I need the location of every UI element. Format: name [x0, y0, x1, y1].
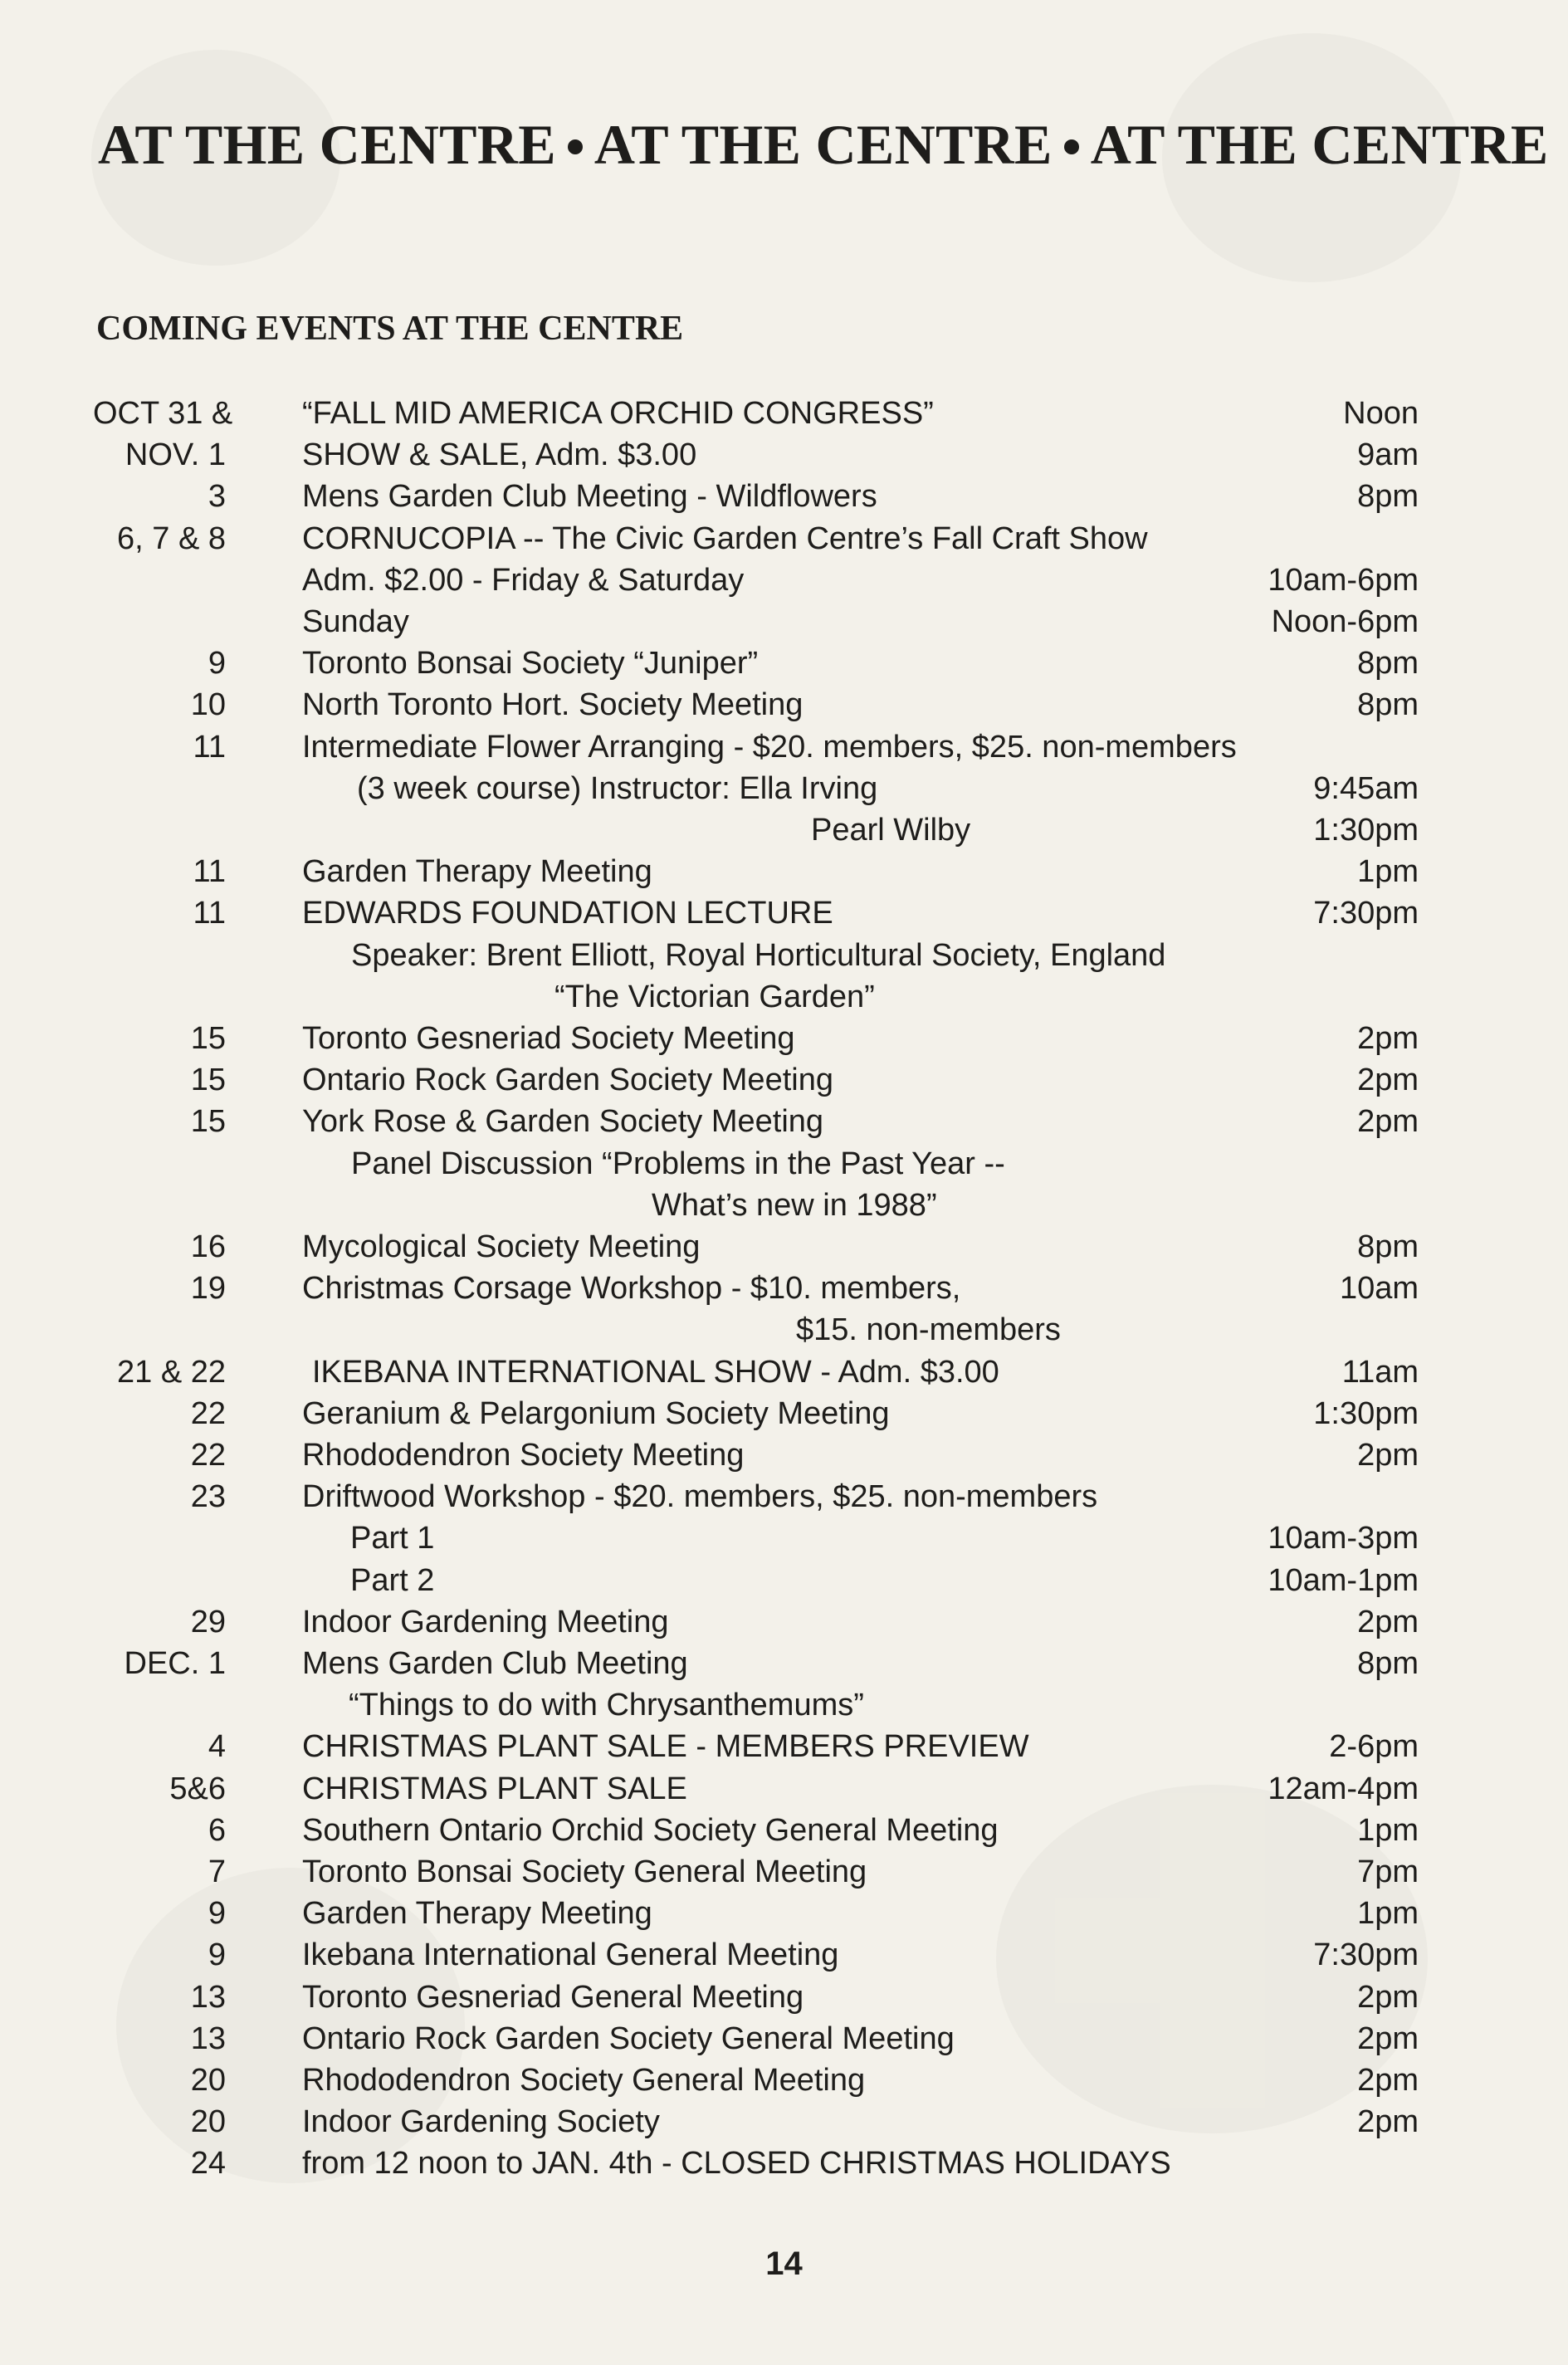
event-description: Ontario Rock Garden Society General Meeting — [302, 2021, 955, 2056]
event-row — [0, 1101, 1568, 1142]
event-description: from 12 noon to JAN. 4th - CLOSED CHRISTMAS HOLIDAYS — [302, 2146, 1171, 2182]
event-date: 22 — [190, 1438, 226, 1473]
event-row — [0, 2143, 1568, 2184]
page-title-part: AT THE CENTRE — [1090, 113, 1549, 176]
event-description: Rhododendron Society Meeting — [302, 1438, 745, 1473]
event-time: 7:30pm — [1313, 1937, 1419, 1973]
event-time: 2pm — [1357, 2063, 1419, 2098]
event-date: 29 — [190, 1604, 226, 1639]
event-row — [0, 1059, 1568, 1101]
event-description: IKEBANA INTERNATIONAL SHOW - Adm. $3.00 — [312, 1354, 999, 1390]
event-description: Indoor Gardening Meeting — [302, 1604, 669, 1639]
event-description: North Toronto Hort. Society Meeting — [302, 687, 804, 723]
event-description: Rhododendron Society General Meeting — [302, 2063, 866, 2098]
event-description: Christmas Corsage Workshop - $10. members, — [302, 1271, 961, 1307]
event-time: Noon-6pm — [1271, 604, 1419, 639]
event-time: 1pm — [1357, 1896, 1419, 1932]
event-description: EDWARDS FOUNDATION LECTURE — [302, 896, 833, 931]
event-date: DEC. 1 — [124, 1646, 226, 1681]
page-title — [98, 112, 1549, 178]
event-description: “The Victorian Garden” — [554, 979, 875, 1014]
event-description: Mens Garden Club Meeting — [302, 1646, 688, 1681]
event-date: 11 — [193, 729, 226, 765]
event-date: 23 — [190, 1479, 226, 1515]
event-time: 7:30pm — [1313, 896, 1419, 931]
event-time: 8pm — [1357, 1229, 1419, 1264]
event-time: 10am-1pm — [1268, 1562, 1419, 1598]
event-date: 19 — [190, 1271, 226, 1307]
event-row — [0, 2060, 1568, 2101]
event-description: Part 2 — [350, 1562, 435, 1598]
event-date: 3 — [208, 479, 226, 515]
event-description: Toronto Gesneriad General Meeting — [302, 1979, 804, 2015]
event-description: SHOW & SALE, Adm. $3.00 — [302, 437, 697, 473]
event-description: Driftwood Workshop - $20. members, $25. non-members — [302, 1479, 1098, 1515]
event-description: Geranium & Pelargonium Society Meeting — [302, 1395, 890, 1431]
event-description: Adm. $2.00 - Friday & Saturday — [302, 562, 745, 598]
event-date: 20 — [190, 2104, 226, 2140]
event-date: 24 — [190, 2146, 226, 2182]
event-description: CORNUCOPIA -- The Civic Garden Centre’s Fall Craft Show — [302, 520, 1148, 556]
event-row — [0, 684, 1568, 726]
event-date: 15 — [190, 1104, 226, 1140]
event-date: 21 & 22 — [117, 1354, 226, 1390]
event-time: 2pm — [1357, 2021, 1419, 2056]
event-row — [0, 726, 1568, 768]
event-row — [0, 935, 1568, 976]
event-date: 13 — [190, 2021, 226, 2056]
event-row — [0, 1309, 1568, 1351]
event-row — [0, 643, 1568, 684]
event-time: 1:30pm — [1313, 1395, 1419, 1431]
event-time: 11am — [1341, 1354, 1419, 1390]
event-date: 4 — [208, 1729, 226, 1765]
page-number: 14 — [765, 2245, 803, 2282]
event-row — [0, 1268, 1568, 1309]
event-description: Garden Therapy Meeting — [302, 1896, 652, 1932]
event-date: 10 — [190, 687, 226, 723]
event-time: 10am — [1339, 1271, 1419, 1307]
event-date: NOV. 1 — [125, 437, 226, 473]
event-time: 2pm — [1357, 1979, 1419, 2015]
event-time: 1pm — [1357, 854, 1419, 890]
event-time: 2pm — [1357, 1604, 1419, 1639]
event-row — [0, 1643, 1568, 1684]
event-row — [0, 1434, 1568, 1476]
event-row — [0, 476, 1568, 517]
event-date: 11 — [193, 854, 226, 890]
event-date: 20 — [190, 2063, 226, 2098]
event-description: Pearl Wilby — [811, 813, 971, 848]
event-row — [0, 1934, 1568, 1976]
event-time: 9:45am — [1313, 770, 1419, 806]
event-description: Garden Therapy Meeting — [302, 854, 652, 890]
event-description: Indoor Gardening Society — [302, 2104, 660, 2140]
event-description: CHRISTMAS PLANT SALE - MEMBERS PREVIEW — [302, 1729, 1029, 1765]
event-row — [0, 434, 1568, 476]
event-date: 15 — [190, 1021, 226, 1056]
event-time: 2pm — [1357, 1021, 1419, 1056]
event-row — [0, 1351, 1568, 1393]
event-row — [0, 892, 1568, 934]
event-date: 6 — [208, 1812, 226, 1848]
event-row — [0, 1893, 1568, 1934]
event-row — [0, 1851, 1568, 1893]
section-heading: COMING EVENTS AT THE CENTRE — [96, 310, 684, 348]
event-time: Noon — [1343, 396, 1419, 431]
event-row — [0, 1810, 1568, 1851]
event-time: 10am-6pm — [1268, 562, 1419, 598]
event-row — [0, 2101, 1568, 2143]
event-description: (3 week course) Instructor: Ella Irving — [357, 770, 878, 806]
event-time: 2pm — [1357, 1063, 1419, 1098]
event-description: Toronto Bonsai Society General Meeting — [302, 1854, 867, 1889]
event-row — [0, 851, 1568, 892]
event-time: 8pm — [1357, 646, 1419, 682]
event-row — [0, 1560, 1568, 1601]
event-row — [0, 1977, 1568, 2018]
event-row — [0, 1726, 1568, 1767]
event-date: 9 — [208, 1937, 226, 1973]
event-date: 11 — [193, 896, 226, 931]
event-time: 2pm — [1357, 1438, 1419, 1473]
event-row — [0, 2018, 1568, 2060]
event-date: 9 — [208, 1896, 226, 1932]
event-time: 12am-4pm — [1268, 1771, 1419, 1806]
event-time: 7pm — [1357, 1854, 1419, 1889]
event-row — [0, 518, 1568, 559]
event-date: 7 — [208, 1854, 226, 1889]
event-row — [0, 976, 1568, 1018]
event-row — [0, 1018, 1568, 1059]
event-row — [0, 1143, 1568, 1185]
event-time: 8pm — [1357, 479, 1419, 515]
event-description: Part 1 — [350, 1521, 435, 1556]
event-description: York Rose & Garden Society Meeting — [302, 1104, 824, 1140]
event-time: 2-6pm — [1329, 1729, 1419, 1765]
event-time: 9am — [1357, 437, 1419, 473]
event-date: 6, 7 & 8 — [117, 520, 226, 556]
event-description: What’s new in 1988” — [652, 1187, 937, 1223]
event-row — [0, 1517, 1568, 1559]
event-description: Ontario Rock Garden Society Meeting — [302, 1063, 833, 1098]
event-description: Panel Discussion “Problems in the Past Year -- — [351, 1146, 1005, 1181]
event-date: 13 — [190, 1979, 226, 2015]
page-title-part: AT THE CENTRE — [593, 113, 1053, 176]
event-time: 8pm — [1357, 687, 1419, 723]
event-row — [0, 393, 1568, 434]
event-description: Southern Ontario Orchid Society General Meeting — [302, 1812, 999, 1848]
event-date: 22 — [190, 1395, 226, 1431]
event-time: 1pm — [1357, 1812, 1419, 1848]
event-row — [0, 1226, 1568, 1268]
event-description: Intermediate Flower Arranging - $20. members, $25. non-members — [302, 729, 1237, 765]
event-date: 16 — [190, 1229, 226, 1264]
event-description: Speaker: Brent Elliott, Royal Horticultural Society, England — [351, 937, 1166, 973]
event-row — [0, 601, 1568, 643]
event-row — [0, 1601, 1568, 1643]
event-row — [0, 768, 1568, 809]
event-description: “FALL MID AMERICA ORCHID CONGRESS” — [302, 396, 934, 431]
event-date: 9 — [208, 646, 226, 682]
event-date: 15 — [190, 1063, 226, 1098]
event-row — [0, 1768, 1568, 1810]
event-description: Mens Garden Club Meeting - Wildflowers — [302, 479, 877, 515]
event-row — [0, 1476, 1568, 1517]
event-description: Sunday — [302, 604, 409, 639]
event-time: 8pm — [1357, 1646, 1419, 1681]
event-time: 1:30pm — [1313, 813, 1419, 848]
event-description: Toronto Bonsai Society “Juniper” — [302, 646, 759, 682]
event-description: Mycological Society Meeting — [302, 1229, 701, 1264]
event-time: 2pm — [1357, 2104, 1419, 2140]
bullet-icon — [1064, 139, 1079, 154]
event-description: Toronto Gesneriad Society Meeting — [302, 1021, 795, 1056]
event-date: OCT 31 & — [93, 396, 233, 431]
event-time: 10am-3pm — [1268, 1521, 1419, 1556]
event-description: $15. non-members — [796, 1312, 1061, 1348]
page-title-part: AT THE CENTRE — [98, 113, 556, 176]
event-time: 2pm — [1357, 1104, 1419, 1140]
bullet-icon — [568, 139, 583, 154]
event-row — [0, 1684, 1568, 1726]
event-description: CHRISTMAS PLANT SALE — [302, 1771, 687, 1806]
event-description: “Things to do with Chrysanthemums” — [349, 1688, 864, 1723]
event-row — [0, 1393, 1568, 1434]
event-row — [0, 809, 1568, 851]
event-date: 5&6 — [169, 1771, 226, 1806]
event-row — [0, 1185, 1568, 1226]
event-row — [0, 559, 1568, 601]
event-description: Ikebana International General Meeting — [302, 1937, 839, 1973]
